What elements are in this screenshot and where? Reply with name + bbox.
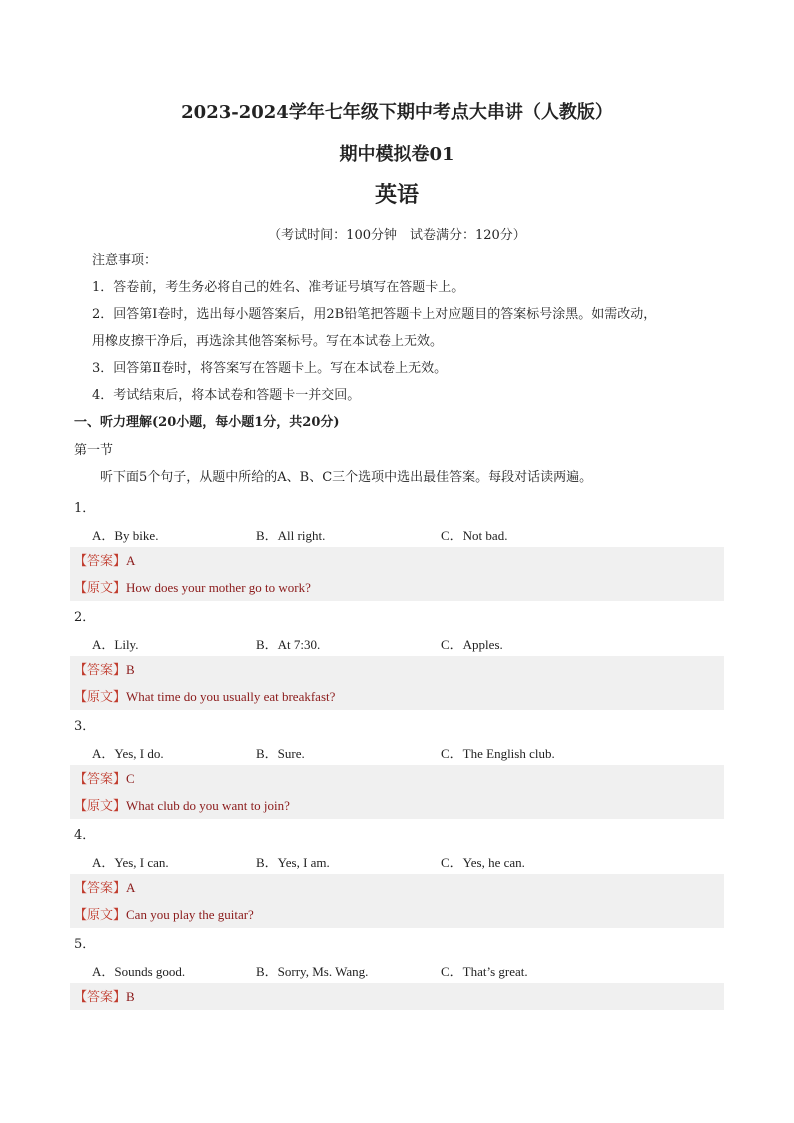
answer-tag: 【答案】	[74, 881, 127, 896]
answer-value: B	[126, 989, 135, 1004]
answer-row	[74, 656, 135, 683]
option-a: A．Yes, I can.	[92, 855, 169, 870]
answer-row	[74, 547, 135, 574]
option-b: B．All right.	[256, 528, 326, 543]
exam-info: （考试时间：100分钟 试卷满分：120分）	[268, 228, 526, 243]
notes-title: 注意事项：	[92, 253, 158, 268]
option-c: C．That’s great.	[441, 964, 528, 979]
answer-row	[74, 874, 135, 901]
exam-subtitle: 期中模拟卷01	[339, 144, 455, 165]
option-b: B．Sorry, Ms. Wang.	[256, 964, 369, 979]
answer-block	[70, 983, 724, 1010]
part-title: 第一节	[74, 443, 114, 458]
source-row	[74, 792, 290, 819]
note-item: 2．回答第Ⅰ卷时，选出每小题答案后，用2B铅笔把答题卡上对应题目的答案标号涂黑。如需改动，	[92, 307, 657, 322]
source-row	[74, 574, 311, 601]
option-c: C．Yes, he can.	[441, 855, 525, 870]
option-b: B．Sure.	[256, 746, 305, 761]
question-number: 4．	[74, 828, 96, 843]
answer-row	[74, 983, 135, 1010]
source-tag: 【原文】	[74, 908, 127, 923]
source-text: What time do you usually eat breakfast?	[126, 689, 336, 704]
option-c: C．Not bad.	[441, 528, 508, 543]
answer-row	[74, 765, 135, 792]
option-a: A．Lily.	[92, 637, 139, 652]
question-number: 2．	[74, 610, 96, 625]
option-a: A．By bike.	[92, 528, 159, 543]
answer-tag: 【答案】	[74, 554, 127, 569]
source-row	[74, 901, 254, 928]
note-item: 用橡皮擦干净后，再选涂其他答案标号。写在本试卷上无效。	[92, 334, 444, 349]
option-c: C．Apples.	[441, 637, 503, 652]
exam-title: 2023-2024学年七年级下期中考点大串讲（人教版）	[181, 102, 613, 123]
answer-tag: 【答案】	[74, 663, 127, 678]
source-tag: 【原文】	[74, 799, 127, 814]
answer-value: C	[126, 771, 135, 786]
source-tag: 【原文】	[74, 581, 127, 596]
option-c: C．The English club.	[441, 746, 555, 761]
question-number: 3．	[74, 719, 96, 734]
question-number: 1．	[74, 501, 96, 516]
answer-tag: 【答案】	[74, 772, 127, 787]
note-item: 1．答卷前，考生务必将自己的姓名、准考证号填写在答题卡上。	[92, 280, 465, 295]
section-instruction: 听下面5个句子，从题中所给的A、B、C三个选项中选出最佳答案。每段对话读两遍。	[100, 470, 593, 485]
source-row	[74, 683, 335, 710]
answer-tag: 【答案】	[74, 990, 127, 1005]
note-item: 3．回答第Ⅱ卷时，将答案写在答题卡上。写在本试卷上无效。	[92, 361, 448, 376]
note-item: 4．考试结束后，将本试卷和答题卡一并交回。	[92, 388, 361, 403]
source-text: Can you play the guitar?	[126, 907, 254, 922]
exam-subject: 英语	[374, 182, 419, 208]
source-text: What club do you want to join?	[126, 798, 290, 813]
question-number: 5．	[74, 937, 96, 952]
option-b: B．Yes, I am.	[256, 855, 330, 870]
source-tag: 【原文】	[74, 690, 127, 705]
option-a: A．Yes, I do.	[92, 746, 164, 761]
option-a: A．Sounds good.	[92, 964, 186, 979]
answer-value: A	[126, 880, 136, 895]
section-title: 一、听力理解(20小题，每小题1分，共20分)	[74, 415, 340, 430]
option-b: B．At 7:30.	[256, 637, 321, 652]
answer-value: B	[126, 662, 135, 677]
source-text: How does your mother go to work?	[126, 580, 311, 595]
answer-value: A	[126, 553, 136, 568]
